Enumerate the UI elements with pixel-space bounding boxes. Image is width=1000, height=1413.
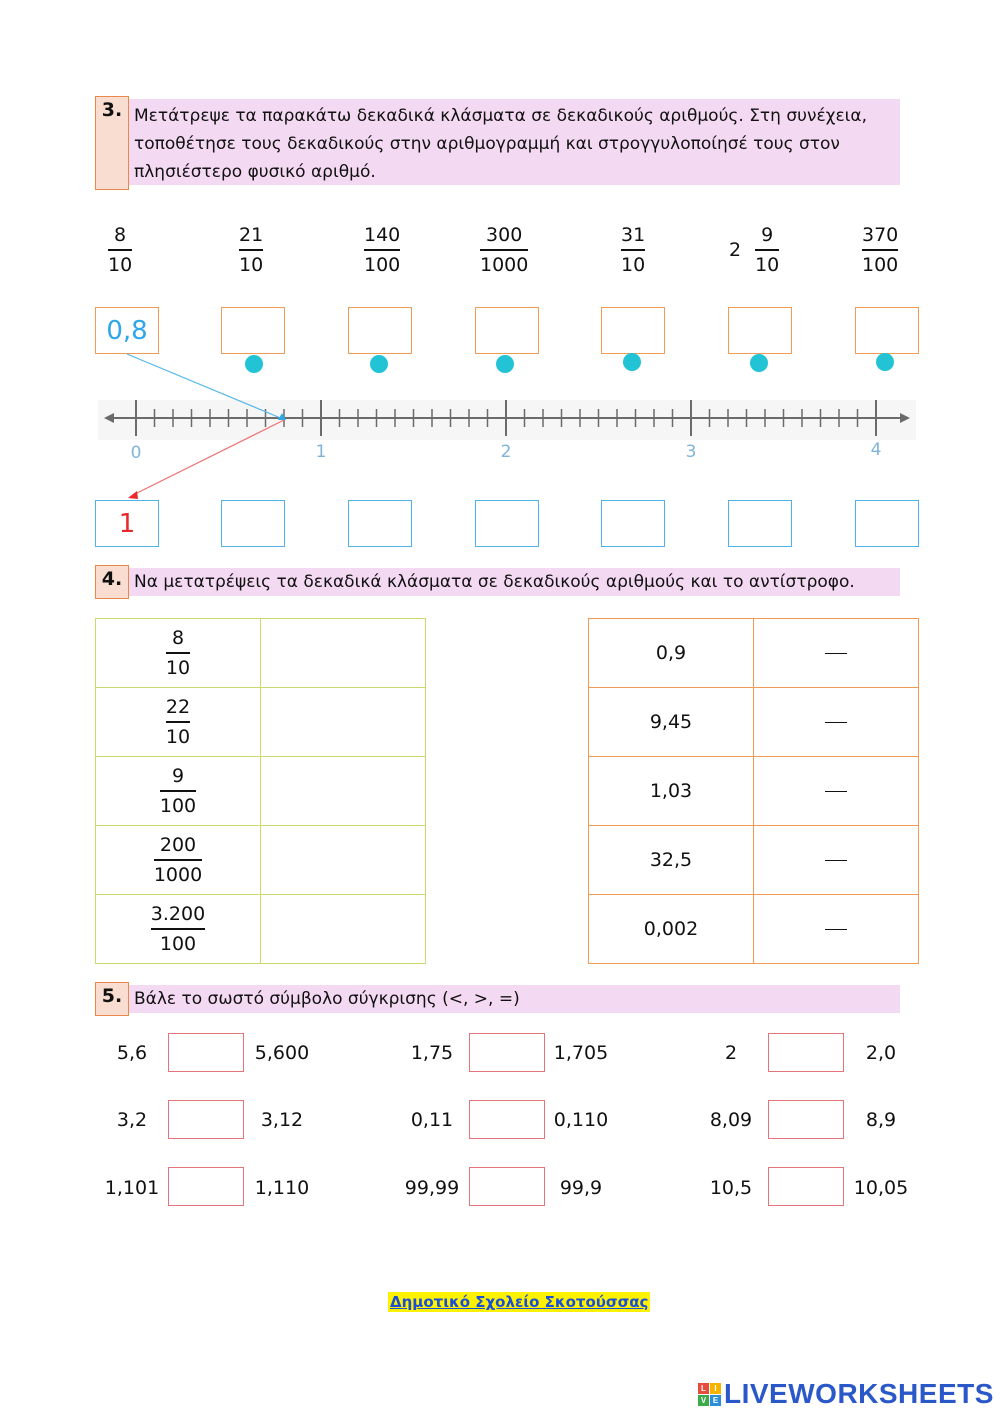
exercise5-instructions: Βάλε το σωστό σύμβολο σύγκρισης (<, >, =) (134, 989, 520, 1009)
fraction-denominator: 10 (239, 253, 264, 276)
red-connector-line (130, 420, 284, 495)
ex3-fraction-7 (862, 222, 898, 278)
tick-label-1: 1 (315, 442, 327, 462)
decimal-cell: 1,03 (589, 757, 754, 826)
fraction-answer-cell[interactable] (754, 826, 919, 895)
fraction-denominator: 1000 (153, 863, 203, 886)
table-row (589, 826, 919, 895)
ex3-fraction-2 (239, 222, 263, 278)
decimal-cell: 0,9 (589, 619, 754, 688)
fraction-denominator: 100 (159, 794, 197, 817)
fraction-denominator: 10 (621, 253, 646, 276)
exercise4-number: 4. (95, 565, 129, 599)
rounded-answer-box-2[interactable] (221, 500, 285, 547)
decimal-answer-cell[interactable] (261, 688, 426, 757)
mixed-fraction-part (755, 222, 779, 278)
fraction-numerator: 21 (239, 224, 264, 246)
exercise3-instructions (134, 102, 904, 186)
rounded-answer-box-3[interactable] (348, 500, 412, 547)
table-row (589, 757, 919, 826)
table-row (96, 619, 426, 688)
decimal-answer-cell[interactable] (261, 757, 426, 826)
decimal-answer-box-1[interactable]: 0,8 (95, 307, 159, 354)
tick-label-0: 0 (130, 443, 142, 463)
compare-symbol-box[interactable] (469, 1100, 545, 1139)
compare-symbol-box[interactable] (168, 1100, 244, 1139)
compare-symbol-box[interactable] (469, 1167, 545, 1206)
fraction-numerator: 370 (862, 224, 899, 246)
fraction-denominator: 10 (755, 253, 780, 276)
rounded-answer-box-6[interactable] (728, 500, 792, 547)
fraction-cell (96, 826, 261, 895)
fraction-cell (96, 895, 261, 964)
compare-right-number: 2,0 (865, 1042, 897, 1064)
fraction-bar (825, 722, 847, 724)
compare-symbol-box[interactable] (168, 1033, 244, 1072)
fraction-numerator: 8 (114, 224, 127, 246)
exercise3-line-2: τοποθέτησε τους δεκαδικούς στην αριθμογραμμή και στρογγυλοποίησέ τους στον (134, 134, 840, 154)
compare-left-number: 10,5 (709, 1177, 753, 1199)
fraction-denominator: 1000 (480, 253, 529, 276)
liveworksheets-brand[interactable] (698, 1378, 994, 1410)
compare-right-number: 5,600 (254, 1042, 310, 1064)
compare-left-number: 1,101 (104, 1177, 160, 1199)
ex3-mixed-fraction-6 (729, 222, 779, 278)
compare-right-number: 99,9 (559, 1177, 603, 1199)
table-row (589, 619, 919, 688)
decimal-cell: 9,45 (589, 688, 754, 757)
compare-symbol-box[interactable] (469, 1033, 545, 1072)
fraction-answer-cell[interactable] (754, 757, 919, 826)
fraction-cell (96, 619, 261, 688)
compare-left-number: 1,75 (410, 1042, 454, 1064)
fraction-denominator: 10 (165, 656, 191, 679)
fraction-to-decimal-table (95, 618, 426, 964)
fraction-numerator: 8 (171, 627, 185, 650)
ex3-fraction-4 (480, 222, 528, 278)
example-connectors (0, 340, 1000, 510)
fraction-numerator: 200 (159, 834, 197, 857)
fraction-denominator: 100 (862, 253, 899, 276)
fraction-numerator: 3.200 (150, 903, 206, 926)
exercise3-line-1: Μετάτρεψε τα παρακάτω δεκαδικά κλάσματα σε δεκαδικούς αριθμούς. Στη συνέχεια, (134, 106, 868, 126)
exercise3-number: 3. (95, 96, 129, 190)
compare-left-number: 2 (724, 1042, 738, 1064)
fraction-bar (825, 929, 847, 931)
table-row (589, 895, 919, 964)
compare-symbol-box[interactable] (768, 1167, 844, 1206)
school-name: Δημοτικό Σχολείο Σκοτούσσας (390, 1293, 649, 1311)
exercise4-instructions: Να μετατρέψεις τα δεκαδικά κλάσματα σε δεκαδικούς αριθμούς και το αντίστροφο. (134, 572, 855, 592)
compare-left-number: 8,09 (709, 1109, 753, 1131)
rounded-answer-box-1[interactable]: 1 (95, 500, 159, 547)
table-row (589, 688, 919, 757)
decimal-cell: 32,5 (589, 826, 754, 895)
fraction-cell (96, 688, 261, 757)
fraction-numerator: 140 (364, 224, 401, 246)
ex3-fraction-3 (364, 222, 400, 278)
tick-label-4: 4 (870, 440, 882, 460)
fraction-answer-cell[interactable] (754, 619, 919, 688)
compare-right-number: 10,05 (853, 1177, 909, 1199)
compare-left-number: 0,11 (410, 1109, 454, 1131)
fraction-numerator: 31 (621, 224, 646, 246)
fraction-numerator: 9 (761, 224, 774, 246)
tick-label-2: 2 (500, 442, 512, 462)
ex3-fraction-1 (108, 222, 132, 278)
fraction-bar (825, 791, 847, 793)
fraction-denominator: 100 (364, 253, 401, 276)
fraction-cell (96, 757, 261, 826)
table-row (96, 826, 426, 895)
red-arrow-icon (128, 491, 138, 499)
decimal-answer-cell[interactable] (261, 895, 426, 964)
fraction-numerator: 300 (486, 224, 523, 246)
rounded-answer-box-5[interactable] (601, 500, 665, 547)
fraction-answer-cell[interactable] (754, 895, 919, 964)
table-row (96, 688, 426, 757)
fraction-denominator: 10 (165, 725, 191, 748)
compare-left-number: 3,2 (116, 1109, 148, 1131)
decimal-cell: 0,002 (589, 895, 754, 964)
compare-left-number: 5,6 (116, 1042, 148, 1064)
fraction-answer-cell[interactable] (754, 688, 919, 757)
compare-symbol-box[interactable] (768, 1100, 844, 1139)
fraction-bar (825, 653, 847, 655)
table-row (96, 895, 426, 964)
compare-right-number: 1,110 (254, 1177, 310, 1199)
fraction-bar (825, 860, 847, 862)
brand-name: LIVEWORKSHEETS (724, 1378, 994, 1409)
fraction-denominator: 100 (159, 932, 197, 955)
compare-symbol-box[interactable] (168, 1167, 244, 1206)
fraction-numerator: 22 (165, 696, 191, 719)
decimal-answer-cell[interactable] (261, 619, 426, 688)
fraction-denominator: 10 (108, 253, 133, 276)
blue-connector-line (127, 354, 283, 419)
fraction-numerator: 9 (171, 765, 185, 788)
table-row (96, 757, 426, 826)
liveworksheets-logo-icon: L I V E (698, 1383, 721, 1406)
compare-left-number: 99,99 (404, 1177, 460, 1199)
exercise5-number: 5. (95, 982, 129, 1016)
rounded-answer-box-7[interactable] (855, 500, 919, 547)
rounded-answer-box-4[interactable] (475, 500, 539, 547)
compare-right-number: 0,110 (553, 1109, 609, 1131)
decimal-to-fraction-table (588, 618, 919, 964)
compare-right-number: 8,9 (865, 1109, 897, 1131)
compare-symbol-box[interactable] (768, 1033, 844, 1072)
exercise3-line-3: πλησιέστερο φυσικό αριθμό. (134, 162, 376, 182)
blue-arrow-icon (278, 413, 286, 420)
tick-label-3: 3 (685, 442, 697, 462)
mixed-whole: 2 (729, 238, 742, 261)
ex3-fraction-5 (621, 222, 645, 278)
decimal-answer-cell[interactable] (261, 826, 426, 895)
compare-right-number: 1,705 (553, 1042, 609, 1064)
compare-right-number: 3,12 (260, 1109, 304, 1131)
